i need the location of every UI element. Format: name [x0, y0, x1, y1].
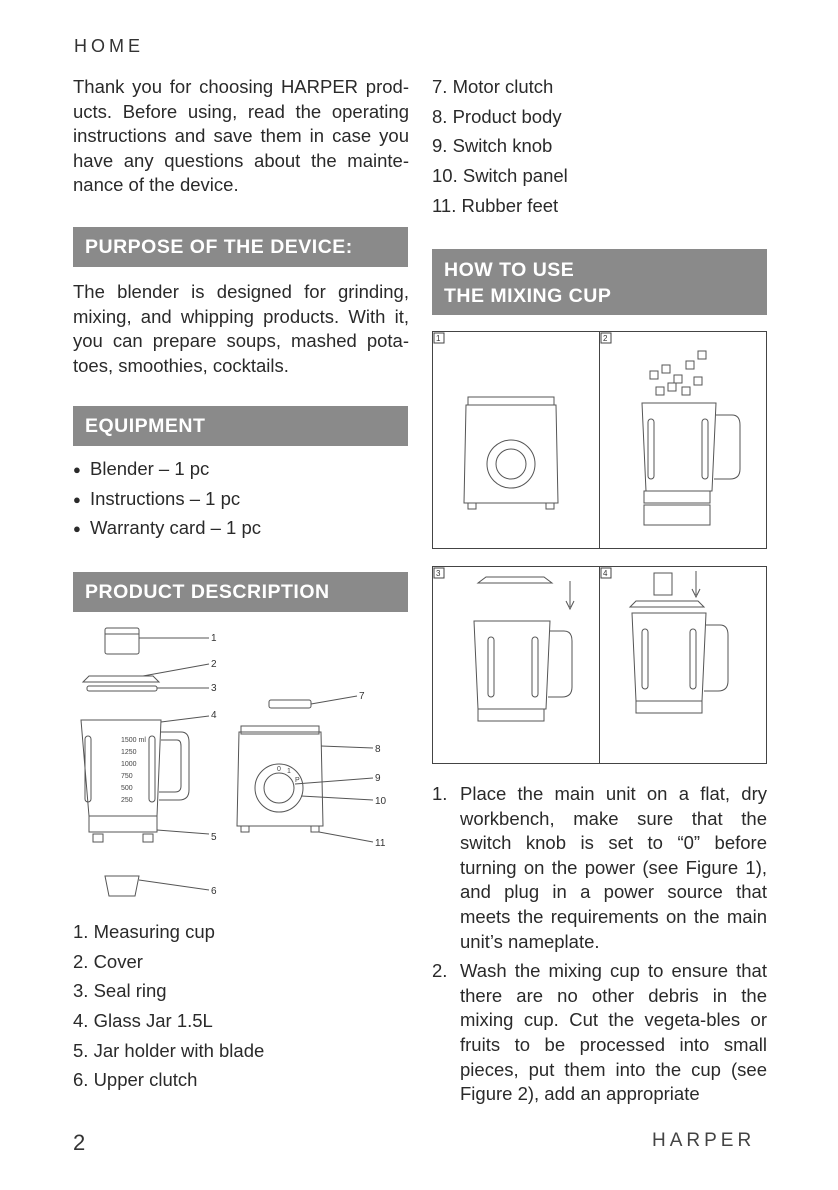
list-item: 10. Switch panel	[432, 165, 568, 187]
intro-paragraph: Thank you for choosing HARPER prod-ucts. Before using, read the operating instructions and save them in case you have any questions about the mainte-nance of the device.	[73, 76, 409, 196]
svg-text:3: 3	[436, 569, 441, 578]
page-number: 2	[73, 1130, 86, 1155]
brand-logo-home: HOME	[74, 36, 144, 56]
figure-1-motor-base	[464, 397, 558, 509]
bullet-icon: ●	[73, 521, 81, 537]
list-item: 4. Glass Jar 1.5L	[73, 1010, 213, 1032]
section-header-how-to-use: HOW TO USE THE MIXING CUP	[432, 249, 767, 315]
svg-text:750: 750	[121, 773, 133, 780]
svg-text:10: 10	[375, 796, 387, 807]
list-item: 3. Seal ring	[73, 980, 167, 1002]
svg-text:P: P	[295, 777, 300, 784]
bullet-icon: ●	[73, 462, 81, 477]
motor-clutch-drawing	[269, 700, 311, 708]
list-item: ● Blender – 1 pc	[73, 457, 261, 487]
svg-text:5: 5	[211, 832, 217, 843]
list-item: ● Warranty card – 1 pc	[73, 516, 261, 546]
section-header-equipment: EQUIPMENT	[73, 406, 408, 446]
figure-3-placing-cover	[474, 577, 574, 721]
svg-text:1: 1	[211, 633, 217, 644]
callout-numbers	[211, 633, 387, 897]
list-item: 5. Jar holder with blade	[73, 1039, 265, 1061]
list-item: 8. Product body	[432, 105, 562, 127]
list-item: 2. Cover	[73, 950, 143, 972]
blender-exploded-diagram	[73, 620, 413, 910]
svg-text:9: 9	[375, 773, 381, 784]
svg-text:500: 500	[121, 785, 133, 792]
svg-text:6: 6	[211, 886, 217, 897]
svg-text:8: 8	[375, 744, 381, 755]
list-item: ● Instructions – 1 pc	[73, 487, 261, 517]
knob-marks	[277, 766, 300, 784]
parts-list-right	[432, 75, 568, 223]
parts-list-left	[73, 920, 264, 1098]
svg-text:1000: 1000	[121, 761, 137, 768]
svg-text:11: 11	[375, 838, 386, 849]
purpose-paragraph: The blender is designed for grinding, mixing, and whipping products. With it, you can prepare soups, mashed pota-toes, smoothies, cocktails.	[73, 281, 409, 376]
jar-holder-drawing	[89, 816, 157, 832]
list-item: 11. Rubber feet	[432, 194, 559, 216]
cover-drawing	[83, 676, 159, 682]
measuring-cup-drawing	[105, 628, 139, 654]
equipment-list	[73, 457, 261, 546]
svg-text:4: 4	[603, 569, 608, 578]
bullet-icon: ●	[73, 491, 81, 507]
figure-4-placing-measuring-cup	[630, 571, 728, 713]
jar-scale-marks	[121, 737, 146, 804]
svg-text:4: 4	[211, 710, 217, 721]
list-item: 1. Measuring cup	[73, 921, 215, 942]
usage-steps-list	[432, 782, 767, 1112]
list-item: 1. Place the main unit on a flat, dry workbench, make sure that the switch knob is set to “0” before turning on the power (see Figure 1), and plug in a power source that meets the requirements on the main unit’s nameplate.	[432, 783, 767, 952]
switch-knob-drawing	[264, 773, 294, 803]
svg-text:1: 1	[436, 334, 441, 343]
svg-text:250: 250	[121, 797, 133, 804]
list-item: 2. Wash the mixing cup to ensure that there are no other debris in the mixing cup. Cut the vegeta-bles or fruits to be processed into small pieces, put them into the cup (see Figure 2), add an appropriate	[432, 960, 767, 1105]
list-item: 7. Motor clutch	[432, 76, 554, 97]
usage-figures-grid	[432, 331, 767, 764]
svg-text:3: 3	[211, 683, 217, 694]
upper-clutch-drawing	[105, 876, 139, 896]
svg-text:1: 1	[287, 768, 291, 775]
svg-text:2: 2	[211, 659, 217, 670]
section-header-purpose: PURPOSE OF THE DEVICE:	[73, 227, 408, 267]
list-item: 6. Upper clutch	[73, 1069, 198, 1091]
section-header-product-description: PRODUCT DESCRIPTION	[73, 572, 408, 612]
svg-text:1500 ml: 1500 ml	[121, 737, 146, 744]
brand-logo-harper: HARPER	[652, 1130, 756, 1151]
list-item: 9. Switch knob	[432, 135, 553, 157]
svg-text:0: 0	[277, 766, 281, 773]
svg-text:1250: 1250	[121, 749, 137, 756]
svg-text:7: 7	[359, 691, 365, 702]
seal-ring-drawing	[87, 686, 157, 691]
figure-2-jar-with-food	[642, 351, 740, 525]
svg-text:2: 2	[603, 334, 608, 343]
